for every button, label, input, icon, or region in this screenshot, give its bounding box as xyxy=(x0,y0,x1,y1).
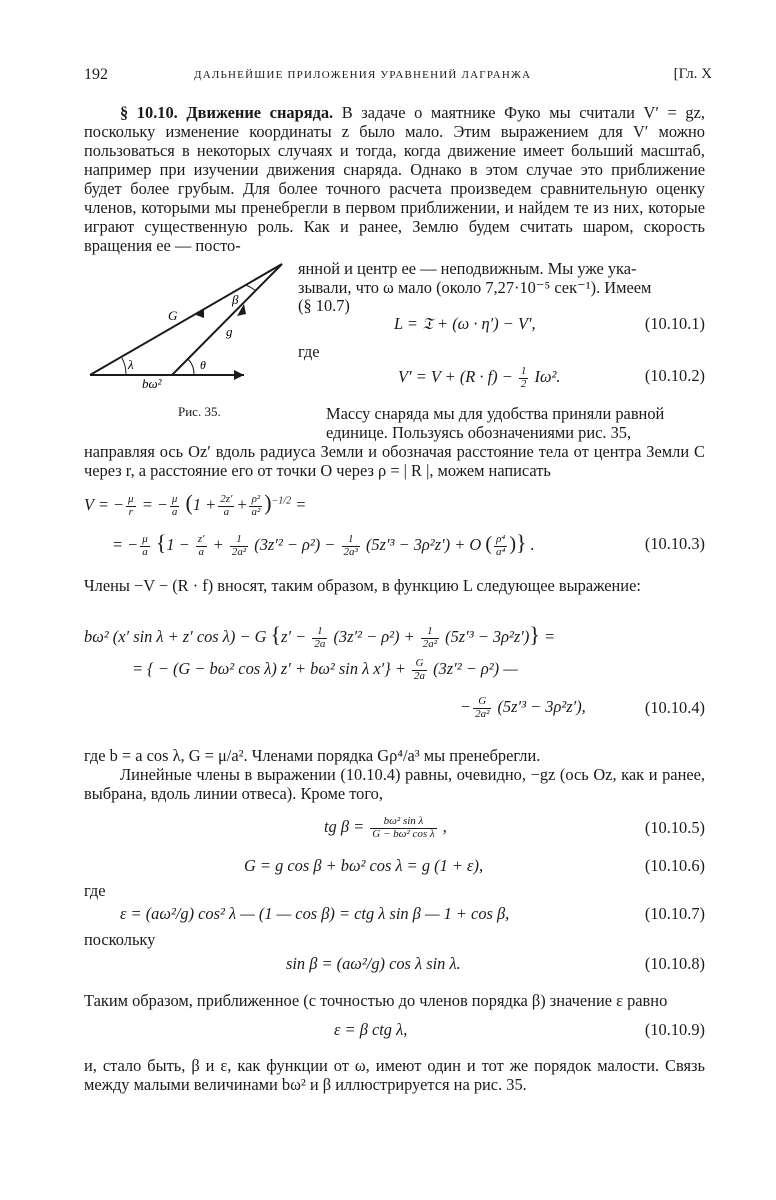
eq3-number: (10.10.3) xyxy=(644,534,705,553)
label-beta: β xyxy=(232,292,239,307)
angle-beta-arc xyxy=(246,285,256,291)
eq4a-text: bω² (x′ sin λ + z′ cos λ) − G xyxy=(84,627,267,646)
side-line-3: (§ 10.7) xyxy=(298,296,350,315)
section-intro xyxy=(84,103,705,255)
equation-10-10-9 xyxy=(84,1018,705,1048)
eq4-number: (10.10.4) xyxy=(644,698,705,717)
eq3a-bracket: 1 + xyxy=(192,495,217,514)
equation-10-10-7 xyxy=(84,902,705,932)
eq8-expr: sin β = (aω²/g) cos λ sin λ. xyxy=(286,954,461,973)
figure-caption: Рис. 35. xyxy=(178,404,221,419)
paragraph-thus: Таким образом, приближенное (с точностью до членов порядка β) значение ε равно xyxy=(84,991,668,1010)
eq4b-wrap: = { − (G − bω² cos λ) z′ + bω² sin λ x′} + $\frac{G}{2a}$ (3z′² − ρ²) — xyxy=(132,657,518,682)
eq2-expr: V′ = V + (R · f) − xyxy=(398,366,513,386)
equation-10-10-8 xyxy=(84,952,705,982)
label-g: g xyxy=(226,324,233,339)
paragraph-after-figure: направляя ось Oz′ вдоль радиуса Земли и обозначая расстояние тела от центра Земли C через r, а расстояние его от точки O через ρ = | R |, можем написать xyxy=(84,442,705,481)
eq4c-wrap: − $\frac{G}{\text{2a²}}$ (5z′³ − 3ρ²z′), xyxy=(460,695,586,720)
equation-10-10-4b xyxy=(84,652,705,682)
angle-lambda-arc xyxy=(122,358,126,375)
eq4b-text: = { − (G − bω² cos λ) z′ + bω² sin λ x′} + xyxy=(132,658,406,678)
figure-35 xyxy=(84,258,294,388)
intro-text: В задаче о маятнике Фуко мы считали V′ = gz, поскольку изменение координаты z было мало. Этим выражением для V′ можно пользоваться в некоторых случаях и тогда, когда движение имеет больший масштаб, например при изучении движения снаряда. Однако в этом случае это приближение будет более грубым. Для более точного расчета произведем сравнительную оценку членов, которыми мы пренебрегли в первом приближении, и найдем те из них, которые играют существенную роль. Как и ранее, Землю будем считать шаром, скорость вращения ее — посто- xyxy=(84,103,705,256)
equation-10-10-4a xyxy=(84,616,705,650)
equation-10-10-6 xyxy=(84,854,705,884)
eq3a-frac1: $\frac{\mu}{r}$ xyxy=(128,493,134,518)
angle-theta-arc xyxy=(188,359,194,375)
eq3a-frac3: $\frac{2z'}{a}$ xyxy=(220,493,233,518)
running-title: ДАЛЬНЕЙШИЕ ПРИЛОЖЕНИЯ УРАВНЕНИЙ ЛАГРАНЖА xyxy=(194,69,532,81)
side-line-1: янной и центр ее — неподвижным. Мы уже ука- xyxy=(298,259,637,278)
section-number: § 10.10. xyxy=(120,103,178,122)
eq2-number: (10.10.2) xyxy=(644,366,705,385)
eq4a-wrap: bω² (x′ sin λ + z′ cos λ) − G {z′ − $\frac{1}{2a}$ (3z′² − ρ²) + $\frac{1}{\text{2a²}}$ (5z′³ − 3ρ²z′)} = xyxy=(84,622,556,650)
eq1-number: (10.10.1) xyxy=(644,314,705,333)
eq5-wrap: tg β = $\frac{\text{bω² sin λ}}{\text{G − bω² cos λ}}$ , xyxy=(324,815,447,840)
label-theta: θ xyxy=(200,358,206,372)
eq8-number: (10.10.8) xyxy=(644,954,705,973)
page-number: 192 xyxy=(84,66,108,83)
vector-g xyxy=(172,264,282,375)
eq9-number: (10.10.9) xyxy=(644,1020,705,1039)
eq3a-power: −1/2 xyxy=(271,495,292,507)
eq6-number: (10.10.6) xyxy=(644,856,705,875)
eq4c-text: − xyxy=(460,696,472,716)
equation-10-10-5 xyxy=(84,812,705,842)
eq3a-frac4: $\frac{\text{ρ²}}{\text{a²}}$ xyxy=(251,493,261,518)
label-G: G xyxy=(168,308,178,323)
paragraph-where-b: где b = a cos λ, G = μ/a². Членами порядка Gρ⁴/a³ мы пренебрегли. xyxy=(84,746,541,765)
equation-10-10-3a xyxy=(84,486,705,516)
paragraph-because: поскольку xyxy=(84,930,156,949)
paragraph-linear: Линейные члены в выражении (10.10.4) равны, очевидно, −gz (ось Oz, как и ранее, выбрана, вдоль линии отвеса). Кроме того, xyxy=(84,765,705,804)
eq3a-frac2: $\frac{\mu}{a}$ xyxy=(171,493,178,518)
eq3a-wrap: V = − $\frac{\mu}{r}$ = − $\frac{\mu}{a}$ (1 + $\frac{2z'}{a}$ + $\frac{\text{ρ²}}{\text{a²}}$ )$^{-1/2}$ = xyxy=(84,490,307,518)
eq3b-wrap: = − $\frac{\mu}{a}$ {1 − $\frac{z'}{a}$ + $\frac{1}{\text{2a²}}$ (3z′² − ρ²) − $\frac{1}{\text{2a³}}$ (5z′³ − 3ρ²z′) + O ( $\frac{\text{ρ⁴}}{\text{a⁴}}$ )} . xyxy=(112,530,535,558)
eq3a-tail: = xyxy=(295,495,307,514)
side-mass-1: Массу снаряда мы для удобства приняли равной xyxy=(326,404,665,423)
eq3a-start: V = − xyxy=(84,495,125,514)
eq2-tail: Iω². xyxy=(534,366,561,386)
chapter-label: [Гл. X xyxy=(673,66,712,82)
eq2-wrap xyxy=(398,366,561,390)
page-header xyxy=(84,66,712,88)
arrow-bw2 xyxy=(234,370,244,380)
side-mass-2: единице. Пользуясь обозначениями рис. 35, xyxy=(326,423,632,442)
label-lambda: λ xyxy=(128,357,134,372)
paragraph-final: и, стало быть, β и ε, как функции от ω, имеют один и тот же порядок малости. Связь между малыми величинами bω² и β иллюстрируется на рис. 35. xyxy=(84,1056,705,1095)
equation-10-10-3b xyxy=(84,524,705,558)
paragraph-where-2: где xyxy=(84,881,106,900)
eq2-frac: $\frac{1}{2}$ xyxy=(520,365,527,390)
eq1-expr: L = 𝔗 + (ω · η′) − V′, xyxy=(394,314,536,333)
label-bw2: bω² xyxy=(142,376,162,388)
paragraph-members: Члены −V − (R · f) вносят, таким образом, в функцию L следующее выражение: xyxy=(84,576,641,595)
eq9-expr: ε = β ctg λ, xyxy=(334,1020,408,1039)
equation-10-10-2 xyxy=(298,360,705,390)
eq5-lhs: tg β = xyxy=(324,816,365,836)
vector-G xyxy=(90,264,282,375)
eq7-number: (10.10.7) xyxy=(644,904,705,923)
eq3a-mid: = − xyxy=(141,495,168,514)
section-title: Движение снаряда. xyxy=(186,103,334,122)
eq6-expr: G = g cos β + bω² cos λ = g (1 + ε), xyxy=(244,856,484,875)
eq3b-start: = − xyxy=(112,535,139,554)
equation-10-10-1 xyxy=(298,310,705,340)
eq5-number: (10.10.5) xyxy=(644,818,705,837)
side-line-2: зывали, что ω мало (около 7,27·10⁻⁵ сек⁻¹). Имеем xyxy=(298,278,652,297)
eq3a-plus: + xyxy=(236,495,248,514)
eq7-expr: ε = (aω²/g) cos² λ — (1 — cos β) = ctg λ sin β — 1 + cos β, xyxy=(120,904,510,923)
equation-10-10-4c xyxy=(84,690,705,720)
side-where: где xyxy=(298,342,320,361)
